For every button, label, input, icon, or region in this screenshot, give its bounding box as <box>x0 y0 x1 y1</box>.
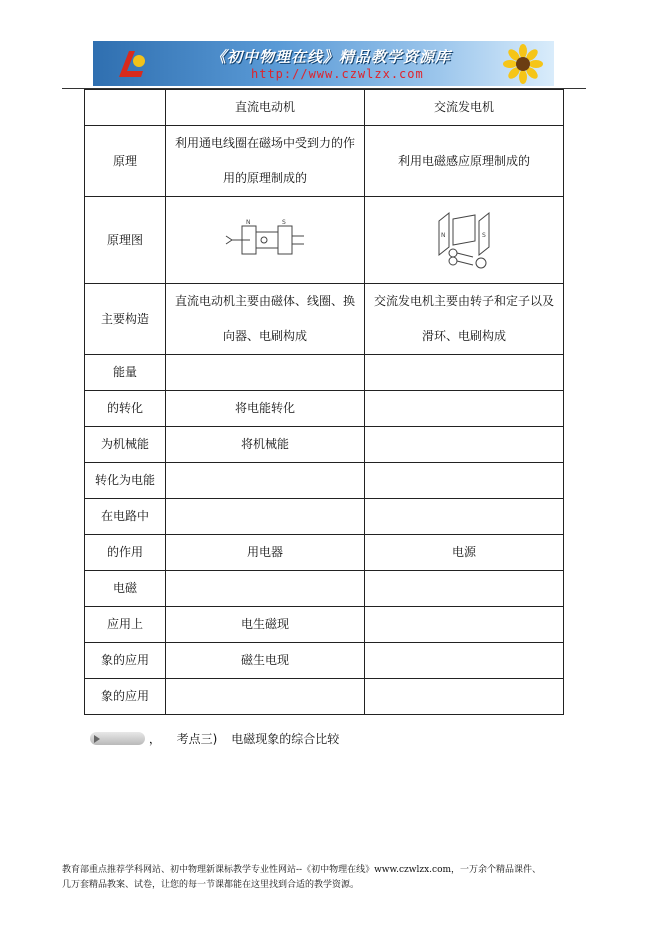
svg-text:N: N <box>246 219 251 226</box>
footer-note <box>62 863 602 893</box>
row-label: 象的应用 <box>85 679 166 715</box>
header-banner <box>93 41 554 86</box>
svg-text:N: N <box>441 232 446 239</box>
cell <box>365 607 564 643</box>
row-label: 转化为电能 <box>85 463 166 499</box>
cell <box>365 499 564 535</box>
motor-diagram-cell <box>166 197 365 284</box>
cell <box>365 571 564 607</box>
generator-diagram-cell <box>365 197 564 284</box>
play-pill-icon <box>90 732 145 745</box>
table-row <box>85 126 564 197</box>
header-cell-dc-motor: 直流电动机 <box>166 90 365 126</box>
row-label: 为机械能 <box>85 427 166 463</box>
dc-motor-diagram <box>220 218 310 262</box>
cell <box>166 499 365 535</box>
cell-text: 利用通电线圈在磁场中受到力的作用的原理制成的 <box>174 136 355 185</box>
cell: 磁生电现 <box>166 643 365 679</box>
cell <box>166 355 365 391</box>
cell <box>365 463 564 499</box>
table-row <box>85 427 564 463</box>
row-label: 原理图 <box>85 197 166 284</box>
row-label: 电磁 <box>85 571 166 607</box>
site-logo-icon <box>115 47 149 81</box>
banner-title: 《初中物理在线》精品教学资源库 <box>211 48 452 66</box>
table-row <box>85 679 564 715</box>
cell: 交流发电机主要由转子和定子以及滑环、电刷构成 <box>365 284 564 355</box>
header-cell-empty <box>85 90 166 126</box>
footer-line-1: 教育部重点推荐学科网站、初中物理新课标教学专业性网站--《初中物理在线》www.czwlzx.com，一万余个精品课件、 <box>62 865 542 875</box>
section-title: 电磁现象的综合比较 <box>231 732 340 746</box>
table-row <box>85 355 564 391</box>
cell: 将机械能 <box>166 427 365 463</box>
row-label: 原理 <box>85 126 166 197</box>
cell <box>365 643 564 679</box>
table-row <box>85 607 564 643</box>
ac-generator-diagram <box>431 207 497 273</box>
header-cell-ac-generator: 交流发电机 <box>365 90 564 126</box>
table-row <box>85 643 564 679</box>
table-row <box>85 284 564 355</box>
svg-text:S: S <box>282 219 286 226</box>
cell: 将电能转化 <box>166 391 365 427</box>
section-label: 考点三) <box>176 732 218 746</box>
table-row <box>85 463 564 499</box>
cell <box>365 355 564 391</box>
section-heading <box>90 730 339 747</box>
table-row <box>85 197 564 284</box>
table-row <box>85 535 564 571</box>
section-prefix: ， <box>148 732 161 746</box>
sunflower-icon <box>500 43 546 85</box>
cell <box>365 679 564 715</box>
cell: 用电器 <box>166 535 365 571</box>
table-row <box>85 391 564 427</box>
row-label: 的转化 <box>85 391 166 427</box>
row-label: 象的应用 <box>85 643 166 679</box>
cell <box>166 679 365 715</box>
cell: 利用电磁感应原理制成的 <box>365 126 564 197</box>
cell <box>166 463 365 499</box>
table-row <box>85 571 564 607</box>
cell: 直流电动机主要由磁体、线圈、换向器、电刷构成 <box>166 284 365 355</box>
banner-url[interactable]: http://www.czwlzx.com <box>251 67 424 81</box>
row-label: 应用上 <box>85 607 166 643</box>
cell <box>166 126 365 197</box>
cell <box>166 571 365 607</box>
table-row <box>85 499 564 535</box>
row-label: 的作用 <box>85 535 166 571</box>
svg-text:S: S <box>482 232 486 239</box>
comparison-table <box>84 89 564 715</box>
table-header-row <box>85 90 564 126</box>
cell <box>365 427 564 463</box>
cell: 电生磁现 <box>166 607 365 643</box>
row-label: 主要构造 <box>85 284 166 355</box>
cell <box>365 391 564 427</box>
cell: 电源 <box>365 535 564 571</box>
footer-line-2: 几万套精品教案、试卷，让您的每一节课都能在这里找到合适的教学资源。 <box>62 880 360 890</box>
row-label: 在电路中 <box>85 499 166 535</box>
row-label: 能量 <box>85 355 166 391</box>
